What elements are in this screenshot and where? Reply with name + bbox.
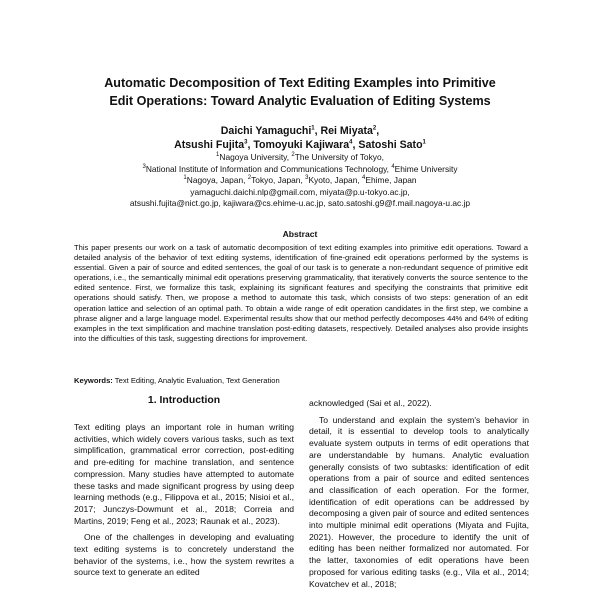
abstract-heading: Abstract — [282, 229, 318, 239]
author-name: Satoshi Sato — [358, 139, 423, 151]
author-name: Rei Miyata — [320, 125, 373, 137]
affiliation-line-1: $^1$Nagoya University, $^2$The University of Tokyo, — [216, 152, 384, 162]
affiliation-line-3: $^1$Nagoya, Japan, $^2$Tokyo, Japan, $^3$Kyoto, Japan, $^4$Ehime, Japan — [183, 175, 417, 185]
author-sup: 2 — [372, 125, 377, 132]
author-sup: 1 — [422, 139, 426, 146]
title-line-1: Automatic Decomposition of Text Editing Examples into Primitive — [104, 76, 496, 90]
author-line-1: Daichi Yamaguchi$^1$, Rei Miyata$^2$, — [220, 125, 380, 137]
affiliations — [40, 152, 560, 210]
left-column — [74, 422, 294, 584]
author-name: Atsushi Fujita — [174, 139, 245, 151]
author-name: Tomoyuki Kajiwara — [253, 139, 350, 151]
author-sup: 3 — [244, 139, 248, 146]
abstract-text: This paper presents our work on a task of automatic decomposition of text editing examples into primitive edit operations. Toward a detailed analysis of the behavior of text editing systems, identification of fine-grained edit operations performed by the systems is essential. Given a pair of source and edited sentences, the goal of our task is to generate a non-redundant sequence of primitive edit operations, i.e., the semantically minimal edit operations preserving grammaticality, that iteratively converts the source sentence to the edited sentence. First, we formalize this task, explaining its significant features and specifying the constraints that primitive edit operations should satisfy. Then, we propose a method to automate this task, which consists of two steps: generation of an edit operation lattice and selection of an optimal path. To obtain a wide range of edit operation candidates in the first step, we combine a phrase aligner and a large language model. Experimental results show that our method perfectly decomposes 44% and 64% of editing examples in the text simplification and machine translation post-editing datasets, respectively. Detailed analyses also provide insights into the difficulties of this task, suggesting directions for improvement. — [74, 243, 528, 343]
affiliation-line-2: $^3$National Institute of Information and Communications Technology, $^4$Ehime University — [142, 163, 458, 174]
title-line-2: Edit Operations: Toward Analytic Evaluation of Editing Systems — [109, 94, 491, 108]
email-line-2: atsushi.fujita@nict.go.jp, kajiwara@cs.ehime-u.ac.jp, sato.satoshi.g9@f.mail.nagoya-u.ac.jp — [129, 198, 471, 208]
author-list — [40, 124, 560, 152]
keywords — [74, 376, 528, 386]
keywords-label: Keywords: — [74, 376, 113, 385]
section-heading-introduction: 1. Introduction — [147, 395, 221, 406]
author-sup: 1 — [311, 125, 315, 132]
paragraph: One of the challenges in developing and evaluating text editing systems is to concretely understand the behavior of the systems, i.e., how the system rewrites a source text to generate an edited — [74, 532, 294, 578]
paragraph: To understand and explain the system's behavior in detail, it is essential to develop tools to analytically evaluate system outputs in terms of edit operations that are understandable by humans. Analytic evaluation generally consists of two subtasks: identification of edit operations from a pair of source and edited sentences and classification of each operation. For the former, identification of edit operations can be addressed by decomposing a given pair of source and edited sentences into multiple minimal edit operations (Miyata and Fujita, 2021). However, the procedure to identify the unit of editing has been neither formalized nor automated. For the latter, taxonomies of edit operations have been proposed for various editing tasks (e.g., Vila et al., 2014; Kovatchev et al., 2018; — [309, 414, 529, 589]
email-line-1: yamaguchi.daichi.nlp@gmail.com, miyata@p.u-tokyo.ac.jp, — [190, 186, 410, 197]
author-sup: 4 — [349, 139, 353, 146]
paper-title — [50, 74, 550, 110]
paragraph: acknowledged (Sai et al., 2022). — [309, 398, 432, 408]
right-column — [309, 398, 529, 595]
paragraph: Text editing plays an important role in human writing activities, which widely covers various tasks, such as text simplification, grammatical error correction, post-editing and pre-editing for machine translation, and sentence compression. Many studies have attempted to automate these tasks and made significant progress by using deep learning methods (e.g., Filippova et al., 2015; Nisioi et al., 2017; Junczys-Dowmunt et al., 2018; Correia and Martins, 2019; Feng et al., 2023; Raunak et al., 2023). — [74, 422, 294, 526]
author-line-2: Atsushi Fujita$^3$, Tomoyuki Kajiwara$^4$, Satoshi Sato$^1$ — [174, 139, 426, 151]
author-name: Daichi Yamaguchi — [220, 125, 312, 137]
keywords-text: Text Editing, Analytic Evaluation, Text Generation — [112, 376, 280, 385]
